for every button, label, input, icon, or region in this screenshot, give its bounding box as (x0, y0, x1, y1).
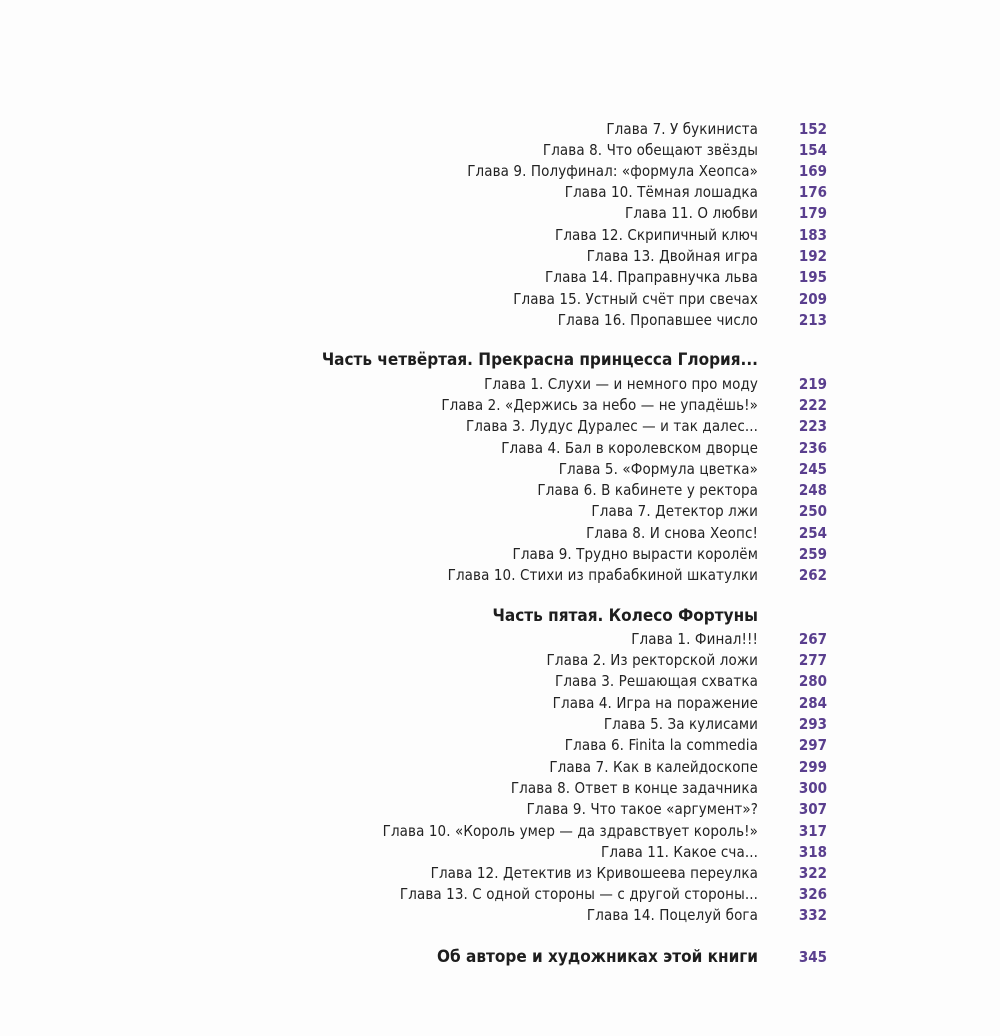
toc-entry-title: Глава 6. В кабинете у ректора (537, 481, 758, 499)
toc-entry (0, 883, 1000, 905)
toc-entry-page: 317 (798, 822, 827, 840)
toc-entry-page: 300 (798, 779, 827, 797)
toc-entry-title: Глава 7. Как в калейдоскопе (549, 758, 758, 776)
toc-entry-page: 245 (798, 460, 827, 478)
toc-entry (0, 139, 1000, 161)
toc-entry-title: Глава 5. «Формула цветка» (558, 460, 758, 478)
toc-entry-title: Глава 13. Двойная игра (586, 247, 758, 265)
toc-entry-page: 254 (798, 524, 827, 542)
toc-entry-title: Глава 10. Тёмная лошадка (564, 183, 758, 201)
toc-entry (0, 820, 1000, 842)
toc-entry-page: 236 (798, 439, 827, 457)
toc-entry-page: 169 (798, 162, 827, 180)
toc-entry (0, 500, 1000, 522)
part-five-heading (0, 603, 1000, 629)
toc-entry-page: 307 (798, 800, 827, 818)
toc-entry-title: Глава 16. Пропавшее число (557, 311, 758, 329)
toc-entry-title: Глава 2. Из ректорской ложи (546, 651, 758, 669)
toc-entry (0, 628, 1000, 650)
toc-entry-page: 259 (798, 545, 827, 563)
toc-entry-page: 192 (798, 247, 827, 265)
toc-entry-title: Глава 13. С одной стороны — с другой стороны... (399, 885, 758, 903)
toc-entry (0, 522, 1000, 544)
toc-entry-page: 332 (798, 906, 827, 924)
part-title: Часть пятая. Колесо Фортуны (492, 606, 758, 626)
toc-entry (0, 202, 1000, 224)
toc-entry-title: Глава 7. У букиниста (606, 120, 758, 138)
about-author-entry (0, 944, 1000, 970)
toc-entry-title: Глава 3. Лудус Дуралес — и так далес... (465, 417, 758, 435)
toc-entry (0, 713, 1000, 735)
toc-entry (0, 394, 1000, 416)
toc-entry-page: 209 (798, 290, 827, 308)
toc-entry (0, 288, 1000, 310)
toc-entry (0, 415, 1000, 437)
toc-entry-page: 262 (798, 566, 827, 584)
toc-entry (0, 543, 1000, 565)
toc-entry-page: 345 (798, 948, 827, 966)
toc-entry-page: 248 (798, 481, 827, 499)
toc-entry (0, 309, 1000, 331)
toc-entry (0, 777, 1000, 799)
toc-entry-page: 223 (798, 417, 827, 435)
toc-entry-page: 326 (798, 885, 827, 903)
toc-entry-title: Глава 8. Что обещают звёзды (542, 141, 758, 159)
toc-entry-page: 267 (798, 630, 827, 648)
toc-entry-title: Глава 12. Скрипичный ключ (554, 226, 758, 244)
toc-entry-title: Глава 11. О любви (624, 204, 758, 222)
toc-entry-title: Глава 5. За кулисами (603, 715, 758, 733)
toc-entry (0, 798, 1000, 820)
toc-entry (0, 734, 1000, 756)
part-title: Об авторе и художниках этой книги (437, 947, 758, 967)
toc-entry-title: Глава 9. Полуфинал: «формула Хеопса» (467, 162, 758, 180)
toc-entry-page: 152 (798, 120, 827, 138)
toc-entry-title: Глава 9. Трудно вырасти королём (512, 545, 758, 563)
toc-entry-page: 250 (798, 502, 827, 520)
toc-entry (0, 479, 1000, 501)
toc-entry (0, 841, 1000, 863)
toc-entry-page: 297 (798, 736, 827, 754)
toc-entry-title: Глава 12. Детектив из Кривошеева переулка (430, 864, 758, 882)
toc-entry-title: Глава 8. И снова Хеопс! (586, 524, 758, 542)
toc-entry-page: 299 (798, 758, 827, 776)
toc-entry-page: 222 (798, 396, 827, 414)
toc-entry (0, 224, 1000, 246)
toc-entry-title: Глава 14. Праправнучка льва (545, 268, 758, 286)
toc-entry-page: 277 (798, 651, 827, 669)
toc-entry-title: Глава 6. Finita la commedia (564, 736, 758, 754)
toc-entry (0, 181, 1000, 203)
toc-entry-title: Глава 9. Что такое «аргумент»? (526, 800, 758, 818)
toc-entry (0, 266, 1000, 288)
toc-entry-title: Глава 4. Игра на поражение (552, 694, 758, 712)
toc-entry (0, 649, 1000, 671)
toc-entry-page: 280 (798, 672, 827, 690)
toc-entry-title: Глава 10. Стихи из прабабкиной шкатулки (447, 566, 758, 584)
toc-entry (0, 904, 1000, 926)
toc-entry (0, 160, 1000, 182)
toc-entry-page: 284 (798, 694, 827, 712)
toc-entry-title: Глава 14. Поцелуй бога (586, 906, 758, 924)
toc-entry-title: Глава 10. «Король умер — да здравствует король!» (382, 822, 758, 840)
toc-entry-title: Глава 11. Какое сча... (601, 843, 758, 861)
toc-entry (0, 692, 1000, 714)
toc-entry-title: Глава 2. «Держись за небо — не упадёшь!» (441, 396, 758, 414)
toc-entry (0, 245, 1000, 267)
toc-entry (0, 670, 1000, 692)
toc-entry (0, 564, 1000, 586)
toc-entry-title: Глава 1. Слухи — и немного про моду (484, 375, 758, 393)
toc-entry-page: 195 (798, 268, 827, 286)
toc-entry-title: Глава 7. Детектор лжи (591, 502, 758, 520)
toc-entry (0, 862, 1000, 884)
toc-entry-title: Глава 15. Устный счёт при свечах (513, 290, 758, 308)
toc-entry-page: 176 (798, 183, 827, 201)
toc-entry (0, 373, 1000, 395)
toc-entry-title: Глава 8. Ответ в конце задачника (510, 779, 758, 797)
toc-entry-page: 322 (798, 864, 827, 882)
toc-entry-title: Глава 1. Финал!!! (631, 630, 758, 648)
part-title: Часть четвёртая. Прекрасна принцесса Глория... (321, 350, 758, 370)
toc-entry (0, 118, 1000, 140)
toc-entry-title: Глава 3. Решающая схватка (554, 672, 758, 690)
toc-entry-page: 154 (798, 141, 827, 159)
toc-entry (0, 756, 1000, 778)
part-four-heading (0, 347, 1000, 373)
toc-entry-title: Глава 4. Бал в королевском дворце (501, 439, 758, 457)
toc-entry (0, 437, 1000, 459)
toc-entry-page: 183 (798, 226, 827, 244)
toc-entry (0, 458, 1000, 480)
toc-entry-page: 293 (798, 715, 827, 733)
toc-entry-page: 219 (798, 375, 827, 393)
toc-entry-page: 213 (798, 311, 827, 329)
toc-entry-page: 179 (798, 204, 827, 222)
toc-entry-page: 318 (798, 843, 827, 861)
